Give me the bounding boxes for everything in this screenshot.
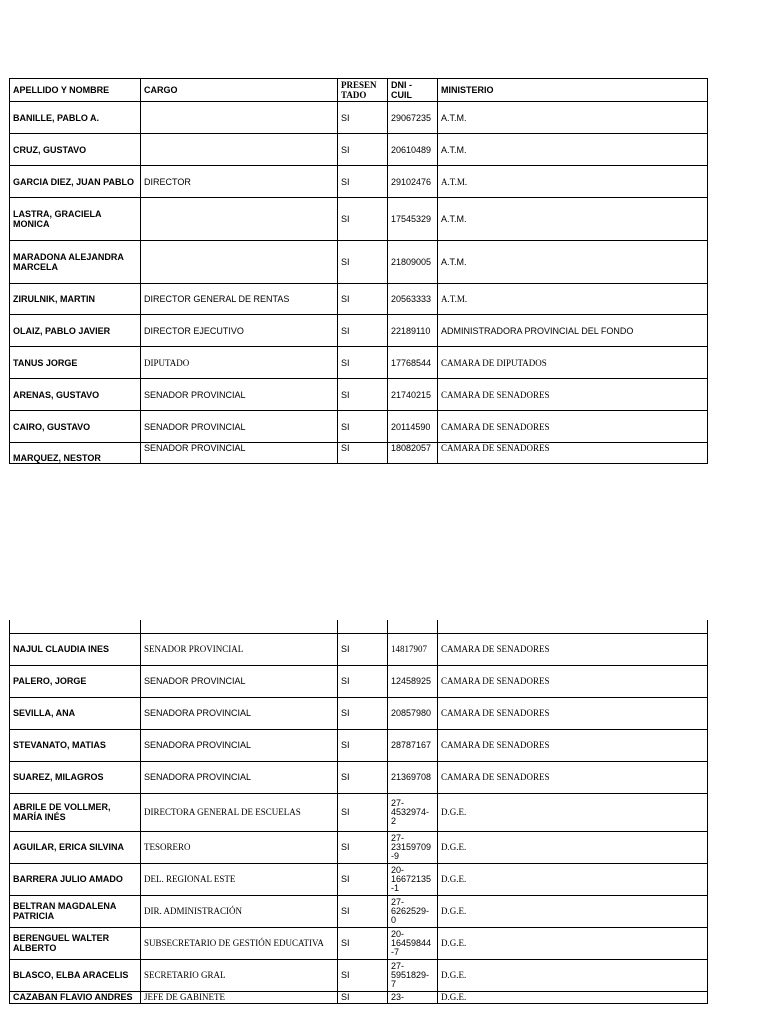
cell-name: SEVILLA, ANA <box>10 697 141 729</box>
cell-ministerio: CAMARA DE SENADORES <box>438 633 708 665</box>
cell-cargo: SENADORA PROVINCIAL <box>141 761 338 793</box>
cell-dni: 20857980 <box>388 697 438 729</box>
table-row <box>10 927 708 959</box>
cell-dni: 20114590 <box>388 411 438 443</box>
table-row <box>10 633 708 665</box>
table-header-row <box>10 79 708 102</box>
cell-name: BERENGUEL WALTER ALBERTO <box>10 927 141 959</box>
cell-ministerio: CAMARA DE SENADORES <box>438 665 708 697</box>
cell-cargo: JEFE DE GABINETE <box>141 991 338 1003</box>
cell-name: ARENAS, GUSTAVO <box>10 379 141 411</box>
table-row <box>10 831 708 863</box>
cell-presentado: SI <box>338 729 388 761</box>
cell-cargo: DIPUTADO <box>141 347 338 379</box>
cell-name: GARCIA DIEZ, JUAN PABLO <box>10 166 141 198</box>
cell-dni: 21369708 <box>388 761 438 793</box>
cell-dni: 14817907 <box>388 633 438 665</box>
header-presentado: PRESEN TADO <box>338 79 388 102</box>
cell-cargo: SECRETARIO GRAL <box>141 959 338 991</box>
table-row <box>10 863 708 895</box>
cell-cargo <box>141 134 338 166</box>
cell-dni: 27-23159709-9 <box>388 831 438 863</box>
header-ministerio: MINISTERIO <box>438 79 708 102</box>
cell-cargo: SENADOR PROVINCIAL <box>141 411 338 443</box>
cell-name: SUAREZ, MILAGROS <box>10 761 141 793</box>
cell-cargo: SENADORA PROVINCIAL <box>141 697 338 729</box>
cell-name: NAJUL CLAUDIA INES <box>10 633 141 665</box>
cell-name: PALERO, JORGE <box>10 665 141 697</box>
cell-ministerio: D.G.E. <box>438 895 708 927</box>
table-row <box>10 411 708 443</box>
cell-presentado: SI <box>338 241 388 284</box>
cell-cargo: DIRECTOR <box>141 166 338 198</box>
cell-dni: 21740215 <box>388 379 438 411</box>
cell-name: ABRILE DE VOLLMER, MARÍA INÉS <box>10 793 141 831</box>
cell-ministerio: ADMINISTRADORA PROVINCIAL DEL FONDO <box>438 315 708 347</box>
table-row <box>10 347 708 379</box>
cell-cargo <box>141 198 338 241</box>
table-row <box>10 793 708 831</box>
declarations-table-2 <box>9 620 708 1004</box>
cell-ministerio: CAMARA DE SENADORES <box>438 697 708 729</box>
cell-presentado: SI <box>338 831 388 863</box>
cell-dni: 29067235 <box>388 102 438 134</box>
cell-name: LASTRA, GRACIELA MONICA <box>10 198 141 241</box>
cell-cargo: SUBSECRETARIO DE GESTIÓN EDUCATIVA <box>141 927 338 959</box>
table-row <box>10 198 708 241</box>
cell-presentado: SI <box>338 134 388 166</box>
cell-name: TANUS JORGE <box>10 347 141 379</box>
cell-presentado: SI <box>338 411 388 443</box>
cell-ministerio: CAMARA DE SENADORES <box>438 379 708 411</box>
cell-dni: 29102476 <box>388 166 438 198</box>
cell-presentado: SI <box>338 697 388 729</box>
table-row <box>10 443 708 464</box>
cell-ministerio: CAMARA DE SENADORES <box>438 411 708 443</box>
cell-dni: 23- <box>388 991 438 1003</box>
cell-dni: 20-16672135-1 <box>388 863 438 895</box>
cell-ministerio: D.G.E. <box>438 927 708 959</box>
cell-cargo: SENADOR PROVINCIAL <box>141 379 338 411</box>
cell-ministerio: A.T.M. <box>438 284 708 315</box>
cell-presentado: SI <box>338 863 388 895</box>
cell-name: BELTRAN MAGDALENA PATRICIA <box>10 895 141 927</box>
cell-presentado: SI <box>338 633 388 665</box>
table-continuation-row <box>10 620 708 633</box>
cell-dni: 20563333 <box>388 284 438 315</box>
cell-dni: 21809005 <box>388 241 438 284</box>
table-row <box>10 166 708 198</box>
cell-cargo: DEL. REGIONAL ESTE <box>141 863 338 895</box>
cell-ministerio: CAMARA DE SENADORES <box>438 761 708 793</box>
cell-dni: 17545329 <box>388 198 438 241</box>
cell-presentado: SI <box>338 284 388 315</box>
cell-dni: 27-4532974-2 <box>388 793 438 831</box>
cell-ministerio: D.G.E. <box>438 793 708 831</box>
header-dni: DNI - CUIL <box>388 79 438 102</box>
cell-cargo: SENADOR PROVINCIAL <box>141 665 338 697</box>
cell-ministerio: D.G.E. <box>438 863 708 895</box>
cell-cargo: DIRECTORA GENERAL DE ESCUELAS <box>141 793 338 831</box>
table-row <box>10 729 708 761</box>
cell-name: BANILLE, PABLO A. <box>10 102 141 134</box>
cell-presentado: SI <box>338 166 388 198</box>
table-row <box>10 241 708 284</box>
cell-cargo: SENADOR PROVINCIAL <box>141 633 338 665</box>
cell-ministerio: D.G.E. <box>438 991 708 1003</box>
cell-ministerio: D.G.E. <box>438 959 708 991</box>
cell-dni: 22189110 <box>388 315 438 347</box>
cell-name: STEVANATO, MATIAS <box>10 729 141 761</box>
cell-ministerio: A.T.M. <box>438 166 708 198</box>
declarations-table-1 <box>9 78 708 464</box>
cell-name: ZIRULNIK, MARTIN <box>10 284 141 315</box>
cell-cargo <box>141 241 338 284</box>
cell-presentado: SI <box>338 379 388 411</box>
cell-name: CAZABAN FLAVIO ANDRES <box>10 991 141 1003</box>
cell-cargo: DIRECTOR EJECUTIVO <box>141 315 338 347</box>
cell-name: BLASCO, ELBA ARACELIS <box>10 959 141 991</box>
cell-ministerio: A.T.M. <box>438 198 708 241</box>
cell-dni: 20-16459844-7 <box>388 927 438 959</box>
table-row <box>10 315 708 347</box>
table-row <box>10 134 708 166</box>
cell-cargo: DIRECTOR GENERAL DE RENTAS <box>141 284 338 315</box>
cell-presentado: SI <box>338 793 388 831</box>
table-row <box>10 697 708 729</box>
header-name: APELLIDO Y NOMBRE <box>10 79 141 102</box>
table-row <box>10 379 708 411</box>
cell-name: MARADONA ALEJANDRA MARCELA <box>10 241 141 284</box>
cell-dni: 27-6262529-0 <box>388 895 438 927</box>
cell-dni: 12458925 <box>388 665 438 697</box>
cell-name: AGUILAR, ERICA SILVINA <box>10 831 141 863</box>
cell-dni: 17768544 <box>388 347 438 379</box>
table-row <box>10 959 708 991</box>
cell-name: MARQUEZ, NESTOR <box>10 443 141 464</box>
cell-name: CRUZ, GUSTAVO <box>10 134 141 166</box>
cell-dni: 20610489 <box>388 134 438 166</box>
table-row <box>10 102 708 134</box>
cell-ministerio: CAMARA DE DIPUTADOS <box>438 347 708 379</box>
cell-ministerio: CAMARA DE SENADORES <box>438 729 708 761</box>
cell-presentado: SI <box>338 991 388 1003</box>
cell-cargo: DIR. ADMINISTRACIÓN <box>141 895 338 927</box>
cell-ministerio: A.T.M. <box>438 102 708 134</box>
cell-name: BARRERA JULIO AMADO <box>10 863 141 895</box>
cell-presentado: SI <box>338 761 388 793</box>
cell-ministerio: A.T.M. <box>438 241 708 284</box>
cell-ministerio: A.T.M. <box>438 134 708 166</box>
cell-cargo: SENADORA PROVINCIAL <box>141 729 338 761</box>
cell-presentado: SI <box>338 959 388 991</box>
cell-dni: 18082057 <box>388 443 438 464</box>
table-row <box>10 991 708 1003</box>
cell-presentado: SI <box>338 102 388 134</box>
cell-presentado: SI <box>338 927 388 959</box>
cell-cargo <box>141 102 338 134</box>
cell-presentado: SI <box>338 347 388 379</box>
cell-presentado: SI <box>338 198 388 241</box>
cell-name: CAIRO, GUSTAVO <box>10 411 141 443</box>
cell-dni: 28787167 <box>388 729 438 761</box>
cell-ministerio: CAMARA DE SENADORES <box>438 443 708 464</box>
cell-presentado: SI <box>338 443 388 464</box>
cell-cargo: SENADOR PROVINCIAL <box>141 443 338 464</box>
cell-name: OLAIZ, PABLO JAVIER <box>10 315 141 347</box>
header-cargo: CARGO <box>141 79 338 102</box>
table-row <box>10 895 708 927</box>
table-row <box>10 284 708 315</box>
cell-cargo: TESORERO <box>141 831 338 863</box>
cell-ministerio: D.G.E. <box>438 831 708 863</box>
cell-dni: 27-5951829-7 <box>388 959 438 991</box>
cell-presentado: SI <box>338 895 388 927</box>
table-row <box>10 665 708 697</box>
cell-presentado: SI <box>338 665 388 697</box>
table-row <box>10 761 708 793</box>
cell-presentado: SI <box>338 315 388 347</box>
